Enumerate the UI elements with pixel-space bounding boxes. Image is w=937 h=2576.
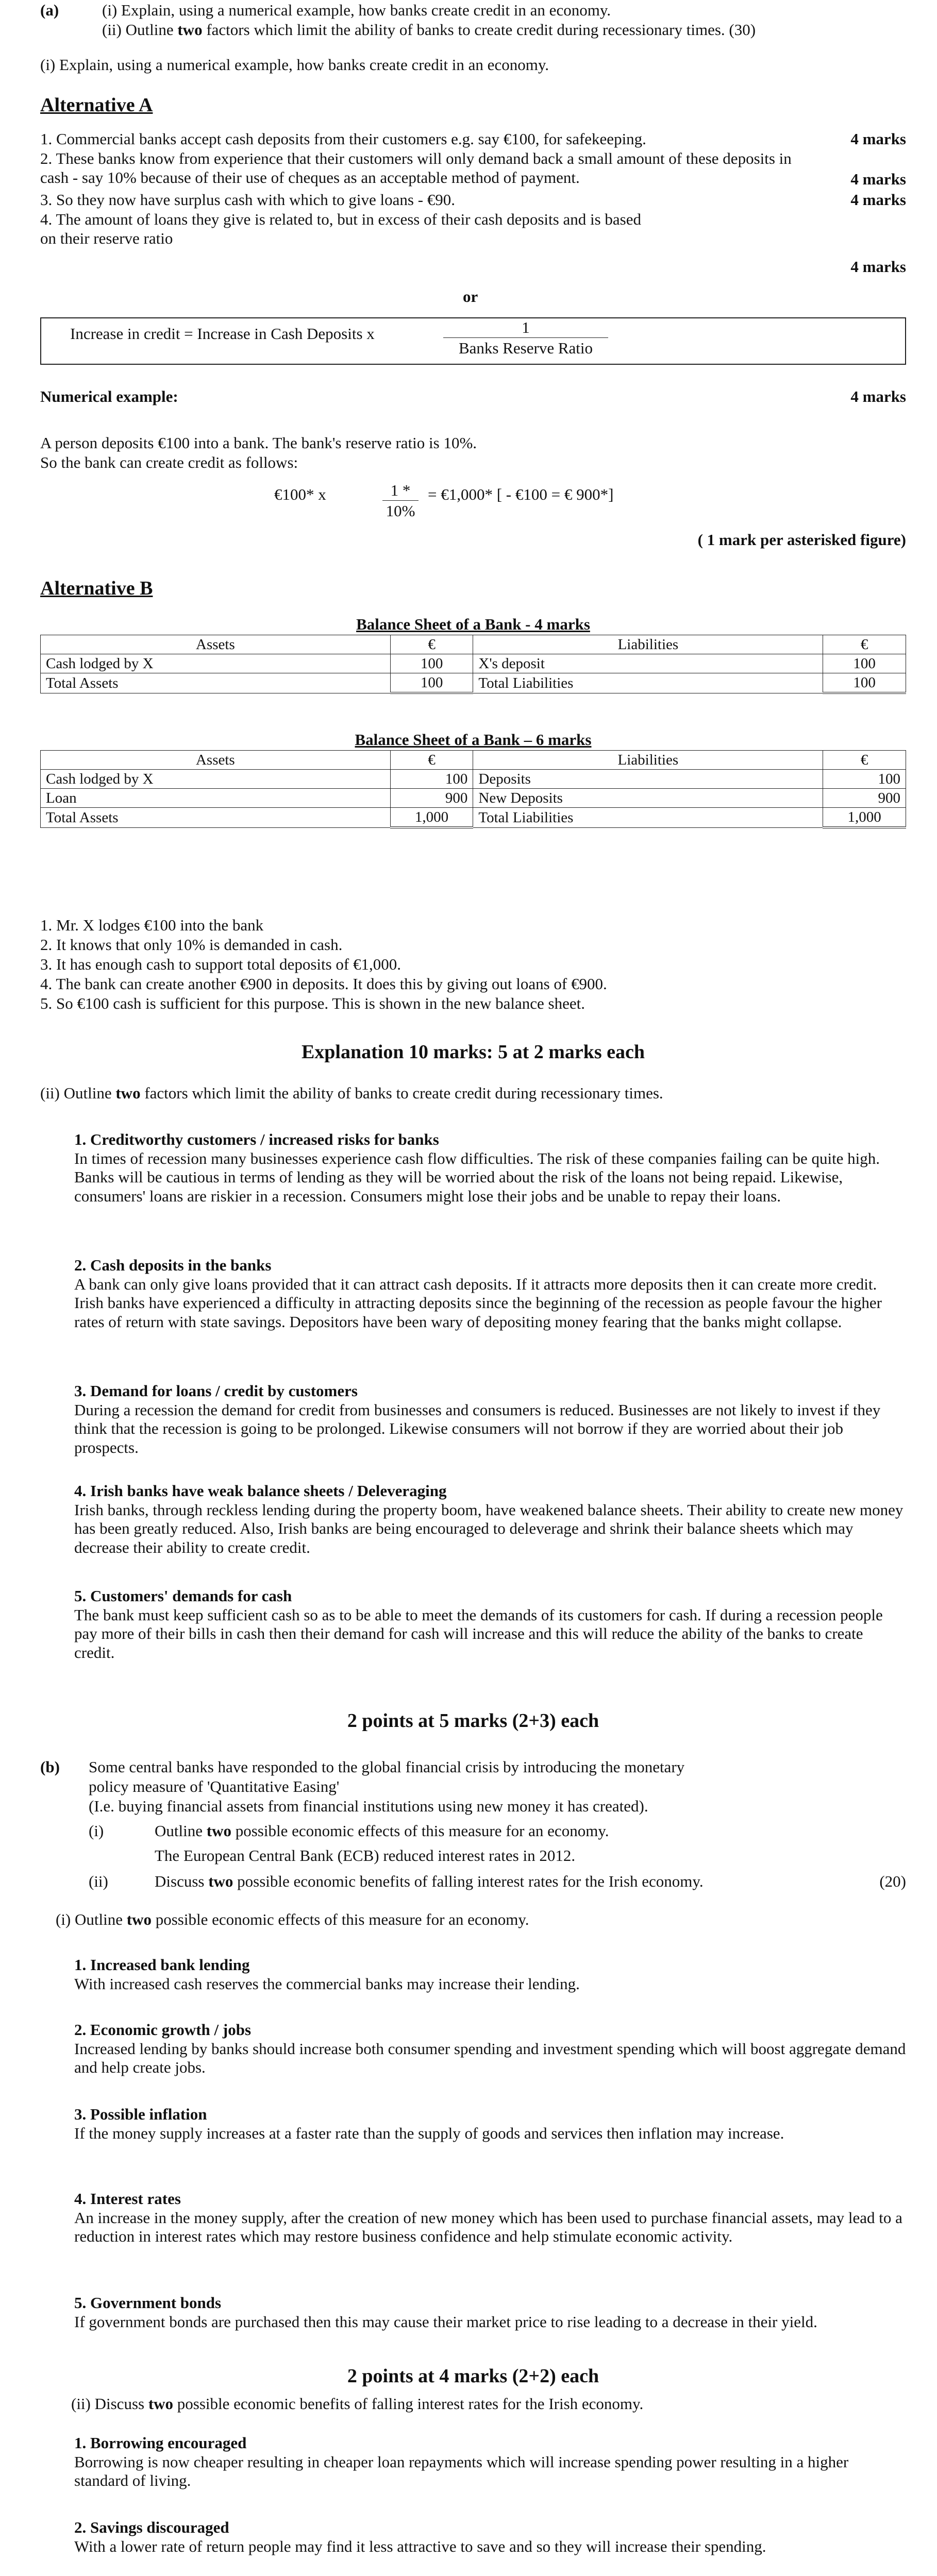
effect-1 [74,1956,906,1993]
benefit-2 [74,2518,796,2556]
part-b-ii-repeat: (ii) Discuss two possible economic benefits of falling interest rates for the Irish economy. [71,2395,644,2413]
calc-numerator: 1 * [382,481,419,501]
part-b-intro-2: policy measure of 'Quantitative Easing' [89,1777,340,1795]
part-b-marks: (20) [879,1872,906,1890]
factor-5 [74,1587,906,1662]
benefit-title: 1. Borrowing encouraged [74,2434,247,2452]
part-a-label: (a) [40,1,59,19]
formula-denominator: Banks Reserve Ratio [458,339,593,357]
table-row: Cash lodged by X 100 X's deposit 100 [41,654,906,673]
col-euro: € [390,751,473,770]
col-euro: € [823,751,906,770]
question-a-i: (i) Explain, using a numerical example, how banks create credit in an economy. [102,1,611,19]
effect-body: Increased lending by banks should increase both consumer spending and investment spending which will boost aggregate demand and help create jobs. [74,2039,906,2077]
balance-sheet-2 [40,750,906,828]
effect-title: 2. Economic growth / jobs [74,2021,252,2039]
effect-body: If the money supply increases at a faster rate than the supply of goods and services then inflation may increase. [74,2124,784,2142]
alt-b-title: Alternative B [40,578,153,599]
table-header-row [41,751,906,770]
table-row: Loan 900 New Deposits 900 [41,789,906,808]
effect-title: 1. Increased bank lending [74,1956,250,1974]
effect-4 [74,2190,906,2246]
effect-3 [74,2105,906,2143]
alt-b-point-1: 1. Mr. X lodges €100 into the bank [40,916,264,934]
factor-title: 1. Creditworthy customers / increased risks for banks [74,1130,439,1148]
factor-body: In times of recession many businesses experience cash flow difficulties. The risk of these companies failing can be quite high. Banks will be cautious in terms of lending as they will be worried about the risk of the loans not being repaid. Likewise, consumers' loans are riskier in a recession. Consumers might lose their jobs and be unable to repay their loans. [74,1149,880,1205]
calc-left: €100* x [274,485,326,503]
effect-title: 4. Interest rates [74,2190,181,2208]
alt-b-point-4: 4. The bank can create another €900 in deposits. It does this by giving out loans of €900. [40,975,607,993]
col-euro: € [823,635,906,654]
question-a-ii-repeat: (ii) Outline two factors which limit the ability of banks to create credit during recessionary times. [40,1084,663,1102]
part-b-q-i-note: The European Central Bank (ECB) reduced interest rates in 2012. [155,1846,576,1865]
table-header-row [41,635,906,654]
part-b-q-i: Outline two possible economic effects of this measure for an economy. [155,1822,609,1840]
benefit-1 [74,2434,906,2490]
col-assets: Assets [41,635,391,654]
alt-a-item-4: 4. The amount of loans they give is related to, but in excess of their cash deposits and is based on their reserve ratio [40,210,641,247]
part-b-q-i-label: (i) [89,1822,104,1840]
effect-5 [74,2294,906,2331]
table-row: Total Assets 1,000 Total Liabilities 1,000 [41,808,906,828]
alt-b-point-5: 5. So €100 cash is sufficient for this purpose. This is shown in the new balance sheet. [40,994,585,1012]
formula-left: Increase in credit = Increase in Cash Deposits x [70,325,375,343]
alt-a-item-1: 1. Commercial banks accept cash deposits from their customers e.g. say €100, for safekeeping. 4 marks [40,130,906,148]
part-b-q-ii: Discuss two possible economic benefits of falling interest rates for the Irish economy. [155,1872,704,1890]
alt-b-point-3: 3. It has enough cash to support total deposits of €1,000. [40,955,401,973]
part-b-q-ii-label: (ii) [89,1872,108,1890]
calc-denominator: 10% [386,502,415,520]
part-b-intro-1: Some central banks have responded to the global financial crisis by introducing the monetary [89,1758,685,1776]
benefit-body: With a lower rate of return people may find it less attractive to save and so they will increase their spending. [74,2537,766,2555]
effect-title: 3. Possible inflation [74,2105,207,2123]
alt-b-point-2: 2. It knows that only 10% is demanded in cash. [40,936,343,954]
formula-numerator: 1 [443,318,608,338]
factor-body: A bank can only give loans provided that it can attract cash deposits. If it attracts more deposits then it can create more credit. Irish banks have experienced a difficulty in attracting deposits since the beginning of the recession as people favour the higher rates of return with state savings. Depositors have been wary of depositing money fearing that the banks might collapse. [74,1275,882,1331]
factor-body: During a recession the demand for credit from businesses and consumers is reduced. Businesses are not likely to invest if they think that the recession is going to be prolonged. Likewise consumers will not borrow if they are worried about their job prospects. [74,1400,881,1456]
alt-a-item-2: 2. These banks know from experience that their customers will only demand back a small amount of these deposits in cash - say 10% because of their use of cheques as an acceptable method of payment. [40,149,792,187]
factor-1 [74,1130,906,1206]
effect-body: With increased cash reserves the commercial banks may increase their lending. [74,1974,580,1993]
effect-body: If government bonds are purchased then this may cause their market price to rise leading to a decrease in their yield. [74,2312,817,2331]
table-row: Total Assets 100 Total Liabilities 100 [41,673,906,693]
col-liabilities: Liabilities [473,635,823,654]
alt-a-item-4-mark: 4 marks [850,258,906,276]
calc-note: ( 1 mark per asterisked figure) [697,531,906,549]
benefit-body: Borrowing is now cheaper resulting in cheaper loan repayments which will increase spending power resulting in a higher standard of living. [74,2452,849,2490]
explanation-marks: Explanation 10 marks: 5 at 2 marks each [301,1041,645,1063]
factor-2 [74,1256,906,1331]
benefit-title: 2. Savings discouraged [74,2518,229,2536]
numerical-example-heading: Numerical example: 4 marks [40,387,906,405]
or-separator: or [463,287,478,306]
alt-a-title: Alternative A [40,94,153,116]
col-liabilities: Liabilities [473,751,823,770]
example-line-1: A person deposits €100 into a bank. The bank's reserve ratio is 10%. [40,434,477,452]
col-assets: Assets [41,751,391,770]
calc-right: = €1,000* [ - €100 = € 900*] [428,485,614,503]
effect-2 [74,2021,906,2077]
balance-sheet-2-title: Balance Sheet of a Bank – 6 marks [355,731,592,749]
factor-body: The bank must keep sufficient cash so as to be able to meet the demands of its customers for cash. If during a recession people pay more of their bills in cash then their demand for cash will increase and this will reduce the ability of the banks to create credit. [74,1605,883,1662]
balance-sheet-1-title: Balance Sheet of a Bank - 4 marks [356,615,590,633]
part-b-label: (b) [40,1758,60,1776]
balance-sheet-1 [40,635,906,694]
table-row: Cash lodged by X 100 Deposits 100 [41,770,906,789]
example-line-2: So the bank can create credit as follows: [40,453,298,471]
factor-3 [74,1382,906,1457]
factor-title: 3. Demand for loans / credit by customers [74,1382,358,1400]
score-b-i: 2 points at 4 marks (2+2) each [347,2365,599,2387]
factor-body: Irish banks, through reckless lending during the property boom, have weakened balance sheets. Their ability to create new money has been greatly reduced. Also, Irish banks are being encouraged to deleverage and shrink their balance sheets which may decrease their ability to create credit. [74,1500,903,1556]
factor-title: 4. Irish banks have weak balance sheets / Deleveraging [74,1482,447,1500]
factor-title: 5. Customers' demands for cash [74,1587,292,1605]
part-b-i-repeat: (i) Outline two possible economic effects of this measure for an economy. [56,1910,529,1928]
part-b-intro-3: (I.e. buying financial assets from financial institutions using new money it has created). [89,1797,648,1815]
question-a-ii: (ii) Outline two factors which limit the ability of banks to create credit during recessionary times. (30) [102,21,756,39]
question-a-i-repeat: (i) Explain, using a numerical example, how banks create credit in an economy. [40,56,549,74]
effect-title: 5. Government bonds [74,2294,222,2312]
effect-body: An increase in the money supply, after the creation of new money which has been used to purchase financial assets, may lead to a reduction in interest rates which may restore business confidence and help stimulate economic activity. [74,2208,902,2246]
alt-a-item-2-mark: 4 marks [850,170,906,188]
score-a: 2 points at 5 marks (2+3) each [347,1710,599,1732]
formula-box [40,317,906,365]
col-euro: € [390,635,473,654]
alt-a-item-3: 3. So they now have surplus cash with which to give loans - €90. 4 marks [40,191,906,209]
factor-title: 2. Cash deposits in the banks [74,1256,272,1274]
factor-4 [74,1482,906,1557]
